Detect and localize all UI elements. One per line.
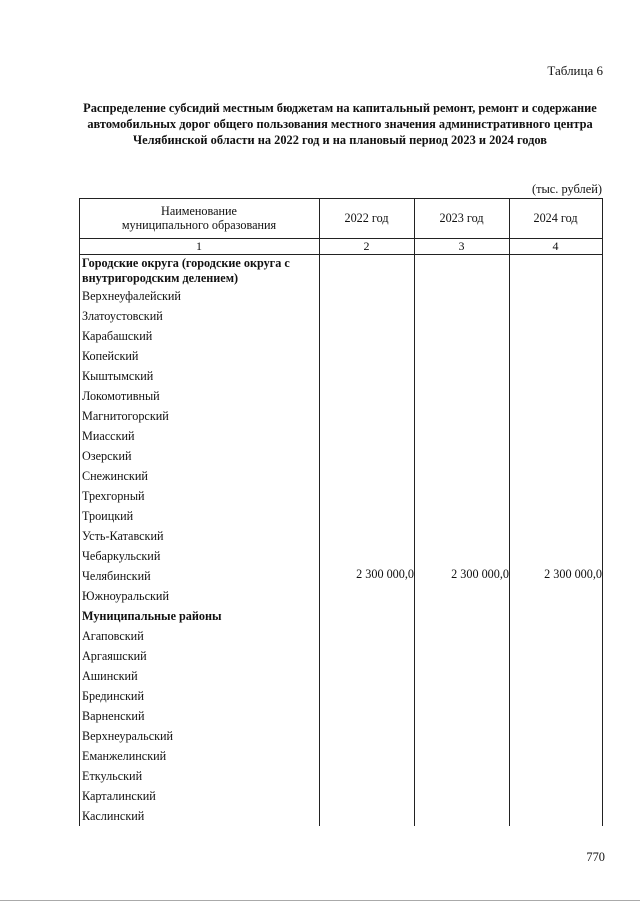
colnum-1: 1 [196, 239, 202, 253]
section-urban: Городские округа (городские округа с внутригородским делением) [82, 256, 290, 285]
value-2023-chelyabinsk: 2 300 000,0 [451, 567, 509, 581]
table-row: Трехгорный [82, 489, 145, 503]
section-districts: Муниципальные районы [82, 609, 222, 623]
colnum-2: 2 [363, 239, 370, 253]
value-2024-chelyabinsk: 2 300 000,0 [544, 567, 602, 581]
table-row: Магнитогорский [82, 409, 169, 423]
table-row: Аргаяшский [82, 649, 147, 663]
bottom-rule [0, 900, 640, 901]
table-row: Златоустовский [82, 309, 163, 323]
header-2024: 2024 год [533, 211, 578, 225]
table-row: Локомотивный [82, 389, 160, 403]
colnum-4: 4 [552, 239, 559, 253]
subsidy-table [79, 198, 603, 826]
table-row: Верхнеуфалейский [82, 289, 181, 303]
table-border-right [602, 198, 603, 826]
table-row-chelyabinsk: Челябинский [82, 569, 151, 583]
colnum-3: 3 [458, 239, 465, 253]
table-row: Каслинский [82, 809, 145, 823]
table-row: Карабашский [82, 329, 153, 343]
table-row: Варненский [82, 709, 145, 723]
table-row: Миасский [82, 429, 135, 443]
table-row: Еманжелинский [82, 749, 167, 763]
units-label: (тыс. рублей) [531, 182, 602, 196]
table-row: Чебаркульский [82, 549, 161, 563]
col-divider-3 [509, 198, 510, 826]
table-row: Кыштымский [82, 369, 154, 383]
table-row: Ашинский [82, 669, 138, 683]
table-row: Усть-Катавский [82, 529, 164, 543]
table-row: Снежинский [82, 469, 148, 483]
table-row: Карталинский [82, 789, 156, 803]
table-row: Агаповский [82, 629, 144, 643]
col-divider-2 [414, 198, 415, 826]
table-row: Копейский [82, 349, 139, 363]
table-row: Верхнеуральский [82, 729, 174, 743]
table-row: Брединский [82, 689, 144, 703]
table-row: Южноуральский [82, 589, 169, 603]
table-row: Троицкий [82, 509, 134, 523]
header-name: Наименование муниципального образования [121, 204, 277, 232]
table-label: Таблица 6 [547, 63, 603, 78]
municipality-list [79, 255, 319, 826]
col-divider-1 [319, 198, 320, 826]
header-2023: 2023 год [439, 211, 484, 225]
value-2022-chelyabinsk: 2 300 000,0 [356, 567, 414, 581]
table-row: Озерский [82, 449, 132, 463]
page-number: 770 [586, 850, 605, 864]
document-title: Распределение субсидий местным бюджетам на капитальный ремонт, ремонт и содержание автомобильных дорог общего пользования местного значения административного центра Челябинской области на 2022 год и на плановый период 2023 и 2024 годов [83, 101, 597, 147]
header-2022: 2022 год [344, 211, 389, 225]
table-row: Еткульский [82, 769, 143, 783]
